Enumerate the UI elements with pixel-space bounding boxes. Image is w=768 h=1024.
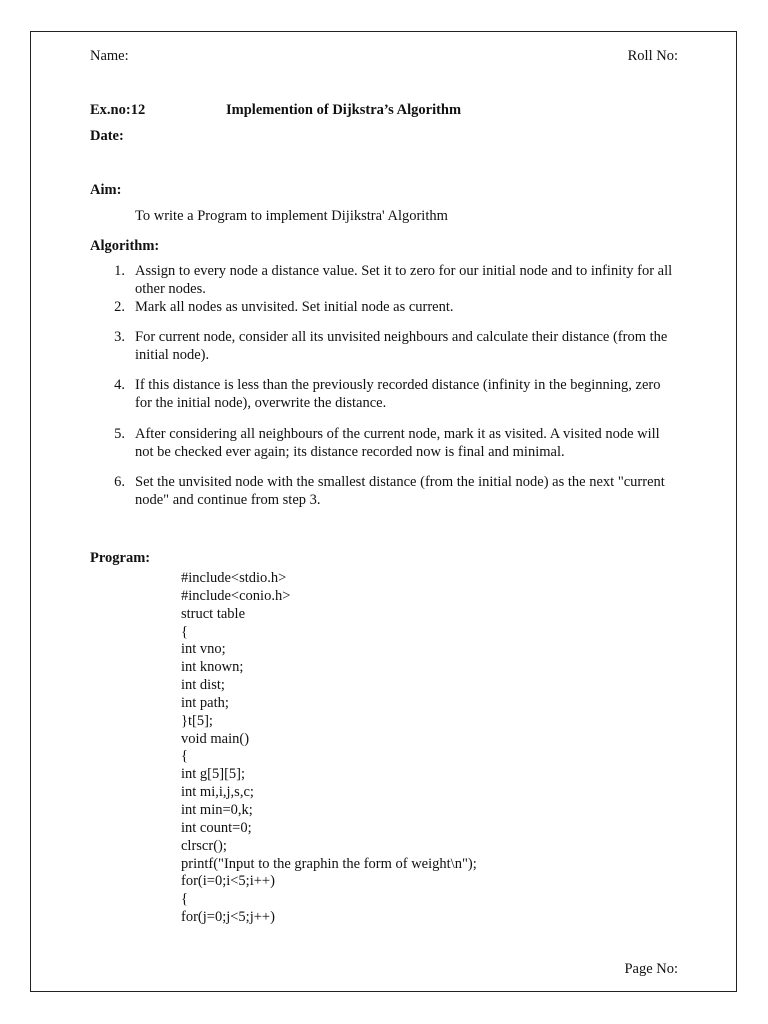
code-line: int path; — [181, 694, 229, 711]
code-line: void main() — [181, 730, 250, 747]
code-line: { — [181, 891, 188, 908]
code-line: for(i=0;i<5;i++) — [181, 873, 275, 890]
step-number: 3. — [114, 329, 125, 345]
step-text: After considering all neighbours of the current node, mark it as visited. A visited node will not be checked ever again; its distance recorded now is final and minimal. — [135, 426, 660, 460]
code-line: for(j=0;j<5;j++) — [181, 909, 275, 926]
code-line: #include<stdio.h> — [181, 570, 287, 586]
algorithm-heading: Algorithm: — [90, 238, 160, 254]
code-line: }t[5]; — [181, 712, 213, 729]
step-text: If this distance is less than the previously recorded distance (infinity in the beginning, zero for the initial node), overwrite the distance. — [135, 377, 661, 411]
code-line: int vno; — [181, 641, 226, 658]
step-text: Mark all nodes as unvisited. Set initial node as current. — [135, 299, 454, 315]
code-line: clrscr(); — [181, 837, 227, 854]
step-text: Set the unvisited node with the smallest distance (from the initial node) as the next "current node" and continue from step 3. — [135, 474, 665, 508]
code-line: int count=0; — [181, 819, 252, 836]
code-line: int mi,i,j,s,c; — [181, 784, 254, 801]
program-code — [181, 570, 477, 927]
step-text: For current node, consider all its unvisited neighbours and calculate their distance (from the initial node). — [135, 329, 668, 363]
code-line: int g[5][5]; — [181, 766, 246, 783]
step-number: 6. — [114, 474, 125, 490]
code-line: int dist; — [181, 677, 225, 694]
name-label: Name: — [90, 48, 129, 64]
step-number: 4. — [114, 377, 125, 393]
exercise-title: Implemention of Dijkstra’s Algorithm — [226, 102, 462, 118]
step-number: 5. — [114, 426, 125, 442]
code-line: { — [181, 748, 188, 765]
exercise-number: Ex.no:12 — [90, 102, 146, 118]
page-no-label: Page No: — [624, 961, 678, 977]
step-number: 2. — [114, 299, 125, 315]
aim-heading: Aim: — [90, 182, 122, 198]
aim-text: To write a Program to implement Dijikstra' Algorithm — [135, 208, 448, 224]
step-text: Assign to every node a distance value. Set it to zero for our initial node and to infinity for all other nodes. — [135, 263, 673, 297]
roll-no-label: Roll No: — [627, 48, 678, 64]
code-line: { — [181, 623, 188, 640]
code-line: struct table — [181, 605, 246, 622]
program-heading: Program: — [90, 550, 151, 566]
code-line: int min=0,k; — [181, 801, 253, 818]
code-line: int known; — [181, 659, 244, 676]
step-number: 1. — [114, 263, 125, 279]
code-line: #include<conio.h> — [181, 587, 291, 604]
date-label: Date: — [90, 128, 124, 144]
code-line: printf("Input to the graphin the form of weight\n"); — [181, 855, 477, 872]
